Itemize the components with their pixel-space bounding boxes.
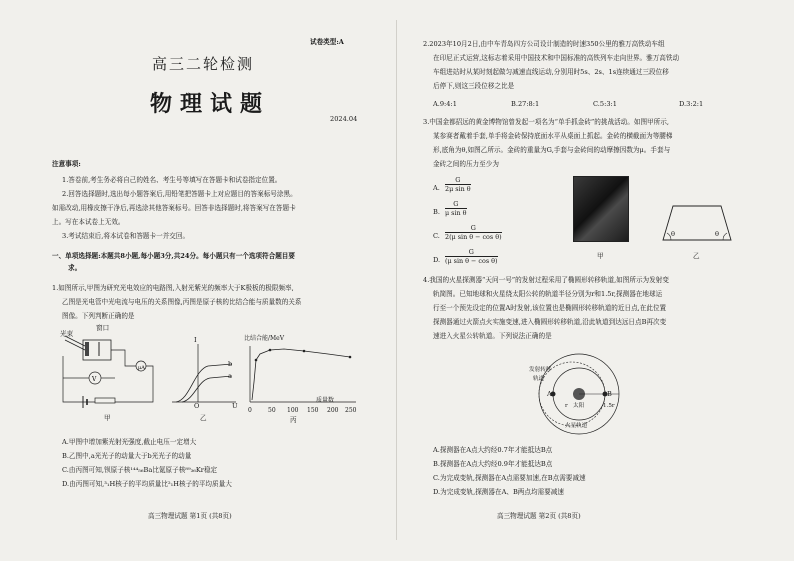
option-b-label: B.: [433, 208, 440, 216]
header-title: 高三二轮检测: [152, 55, 255, 73]
option-a: A.探测器在A点大约经0.7年才能抵达B点: [433, 446, 553, 454]
radius-label: r: [565, 403, 568, 409]
figure-caption: 乙: [200, 414, 207, 422]
option-a: A.甲图中增加紫光射光强度,截止电压一定增大: [62, 438, 197, 446]
photoelectric-circuit-figure: [55, 330, 165, 420]
question-2-text: 在印尼正式运营,这标志着采用中国技术和中国标准的高铁列车走向世界。雅万高铁动: [433, 54, 680, 62]
option-b-fraction: [445, 200, 467, 217]
question-4-text: 行至一个预先设定的位置A时发射,该位置也是椭圆形转移轨道的近日点,在此位置: [433, 304, 667, 312]
radius-label: 1.5r: [603, 403, 615, 409]
sun-label: 太阳: [573, 403, 585, 409]
axis-label: 比结合能/MeV: [244, 335, 285, 342]
option-a-fraction: [445, 176, 471, 193]
notes-title: 注意事项:: [52, 160, 81, 168]
numerator: G: [445, 248, 498, 257]
question-2-text: 车组进站时从某时刻起做匀减速直线运动,分别用时5s、2s、1s连续通过三段位移: [433, 68, 669, 76]
question-4-text: 探测器通过火箭点火实施变速,进入椭圆形转移轨道,沿此轨道到达远日点B再次变: [433, 318, 667, 326]
tick-label: 250: [345, 407, 357, 414]
point-b-label: B: [607, 390, 612, 398]
question-1-text: 图像。下列判断正确的是: [62, 312, 135, 320]
axis-label: 质量数: [316, 397, 335, 404]
page-footer: 高三物理试题 第1页 (共8页): [148, 512, 232, 520]
tick-label: 150: [307, 407, 319, 414]
denominator: μ sin θ: [445, 209, 467, 217]
denominator: 2μ sin θ: [445, 185, 471, 193]
option-d: D.为完成变轨,探测器在A、B两点均需要减速: [433, 488, 564, 496]
page-2: [397, 0, 794, 561]
note-line: 如需改动,用橡皮擦干净后,再选涂其他答案标号。回答非选择题时,将答案写在答题卡: [52, 204, 296, 212]
denominator: (μ sin θ − cos θ): [445, 257, 498, 265]
note-line: 上。写在本试卷上无效。: [52, 218, 125, 226]
angle-label: θ: [671, 230, 675, 238]
figure-caption: 甲: [597, 252, 604, 260]
figure-caption: 乙: [693, 252, 700, 260]
question-3-text: 某参赛者戴着手套,单手将金砖保持底面水平从桌面上抓起。金砖的横截面为等腰梯: [433, 132, 673, 140]
section-heading: 一、单项选择题:本题共8小题,每小题3分,共24分。每小题只有一个选项符合题目要: [52, 252, 295, 260]
question-3-text: 形,底角为θ,如图乙所示。金砖的重量为G,手套与金砖间的动摩擦因数为μ。手套与: [433, 146, 671, 154]
question-4-text: 速进入火星公转轨道。下列说法正确的是: [433, 332, 552, 340]
question-3-text: 3.中国金都招远的黄金博物馆曾发起一项名为“单手抓金砖”的挑战活动。如图甲所示,: [423, 118, 669, 126]
tick-label: 200: [327, 407, 339, 414]
question-2-text: 后停下,则这三段位移之比是: [433, 82, 515, 90]
option-c: C.由丙图可知,钡原子核¹⁴⁴₅₆Ba比氪原子核⁸⁹₃₆Kr稳定: [62, 466, 218, 474]
option-d-label: D.: [433, 256, 441, 264]
svg-text:μA: μA: [138, 365, 145, 371]
figure-caption: 甲: [104, 414, 111, 422]
numerator: G: [445, 176, 471, 185]
tick-label: 0: [248, 407, 252, 414]
curve-label: b: [228, 360, 233, 368]
question-1-text: 乙图是光电管中光电流与电压的关系图像,丙图是原子核的比结合能与质量数的关系: [62, 298, 302, 306]
page-title: 物理试题: [150, 91, 271, 117]
option-c: C.5:3:1: [593, 100, 617, 108]
svg-text:V: V: [92, 376, 97, 383]
orbit-label: 火星轨道: [565, 423, 588, 429]
axis-label: O: [194, 402, 200, 410]
orbit-label: 发射转移: [529, 367, 552, 373]
gold-brick-photo: [573, 176, 629, 242]
option-c-label: C.: [433, 232, 440, 240]
numerator: G: [445, 224, 502, 233]
page-footer: 高三物理试题 第2页 (共8页): [497, 512, 581, 520]
section-heading: 求。: [68, 264, 82, 272]
option-c-fraction: [445, 224, 502, 241]
exam-date: 2024.04: [330, 115, 358, 123]
option-c: C.为完成变轨,探测器在A点需要加速,在B点需要减速: [433, 474, 586, 482]
curve-label: a: [228, 372, 232, 380]
figure-caption: 丙: [290, 416, 297, 424]
option-b: B.27:8:1: [511, 100, 540, 108]
question-2-text: 2.2023年10月2日,由中车青岛四方公司设计制造的时速350公里的雅万高铁动车组: [423, 40, 665, 48]
question-4-text: 4.我国的火星探测器“天问一号”的发射过程采用了椭圆形转移轨道,如图所示为发射变: [423, 276, 669, 284]
tick-label: 50: [268, 407, 276, 414]
axis-label: I: [194, 336, 197, 344]
option-b: B.乙图中,a光光子的动量大于b光光子的动量: [62, 452, 192, 460]
option-d-fraction: [445, 248, 498, 265]
question-1-text: 1.如图所示,甲图为研究光电效应的电路图,入射光紫光的频率大于K极板的极限频率,: [52, 284, 294, 292]
point-a-label: A: [547, 390, 552, 398]
option-a-label: A.: [433, 184, 440, 192]
option-b: B.探测器在A点大约经0.9年才能抵达B点: [433, 460, 553, 468]
option-a: A.9:4:1: [433, 100, 457, 108]
binding-energy-figure: [244, 342, 360, 408]
tick-label: 100: [287, 407, 299, 414]
note-line: 1.答卷前,考生务必将自己的姓名、考生号等填写在答题卡和试卷指定位置。: [62, 176, 282, 184]
axis-label: U: [232, 402, 238, 410]
angle-label: θ: [715, 230, 719, 238]
option-d: D.由丙图可知,³₁H核子的平均质量比²₁H核子的平均质量大: [62, 480, 232, 488]
option-d: D.3:2:1: [679, 100, 704, 108]
figure-label: 窗口: [96, 324, 110, 332]
exam-type: 试卷类型:A: [310, 38, 344, 46]
note-line: 3.考试结束后,将本试卷和答题卡一并交回。: [62, 232, 190, 240]
orbit-label: 轨道: [533, 376, 545, 382]
question-4-text: 轨简图。已知地球和火星绕太阳公转的轨道半径分别为r和1.5r,探测器在地球运: [433, 290, 663, 298]
numerator: G: [445, 200, 467, 209]
note-line: 2.回答选择题时,选出每小题答案后,用铅笔把答题卡上对应题目的答案标号涂黑。: [62, 190, 297, 198]
question-3-text: 金砖之间的压力至少为: [433, 160, 499, 168]
denominator: 2(μ sin θ − cos θ): [445, 233, 502, 241]
figure-label: 光束: [60, 330, 74, 338]
